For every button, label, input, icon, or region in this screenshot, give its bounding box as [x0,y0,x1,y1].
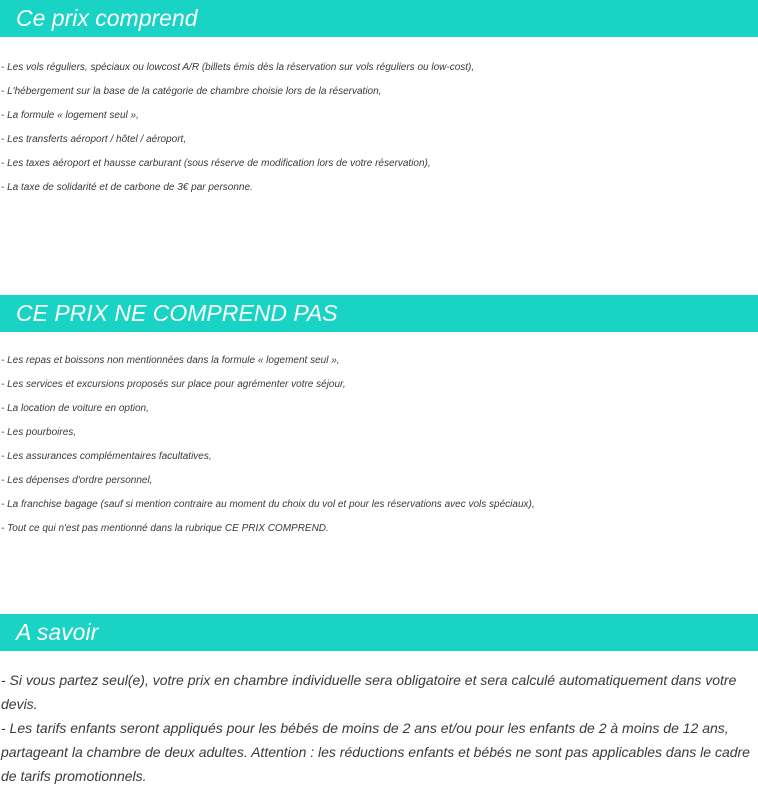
info-paragraph: - Les tarifs enfants seront appliqués pour les bébés de moins de 2 ans et/ou pour les enfants de 2 à moins de 12 ans, partageant la chambre de deux adultes. Attention : les réductions enfants et bébés ne sont pas applicables dans le cadre de tarifs promotionnels. [1,720,750,784]
list-item: - Les assurances complémentaires facultatives, [1,451,212,462]
list-item: - L'hébergement sur la base de la catégorie de chambre choisie lors de la réservation, [1,86,382,97]
price-includes-heading: Ce prix comprend [0,0,758,37]
list-item: - Tout ce qui n'est pas mentionné dans la rubrique CE PRIX COMPREND. [1,523,329,534]
price-excludes-list [0,349,758,541]
good-to-know-heading: A savoir [0,614,758,651]
list-item: - La location de voiture en option, [1,403,149,414]
list-item: - Les pourboires, [1,427,77,438]
list-item: - Les dépenses d'ordre personnel, [1,475,153,486]
good-to-know-text [0,668,758,788]
list-item: - Les repas et boissons non mentionnées dans la formule « logement seul », [1,355,340,366]
list-item: - La formule « logement seul », [1,110,139,121]
list-item: - La franchise bagage (sauf si mention contraire au moment du choix du vol et pour les réservations avec vols spéciaux), [1,499,535,510]
info-paragraph: - Si vous partez seul(e), votre prix en chambre individuelle sera obligatoire et sera calculé automatiquement dans votre devis. [1,672,737,712]
price-includes-section [0,0,758,200]
list-item: - Les taxes aéroport et hausse carburant (sous réserve de modification lors de votre réservation), [1,158,431,169]
price-excludes-section [0,295,758,541]
good-to-know-section [0,614,758,788]
list-item: - Les services et excursions proposés sur place pour agrémenter votre séjour, [1,379,346,390]
list-item: - Les vols réguliers, spéciaux ou lowcost A/R (billets émis dès la réservation sur vols réguliers ou low-cost), [1,62,475,73]
list-item: - La taxe de solidarité et de carbone de 3€ par personne. [1,182,253,193]
price-includes-list [0,56,758,200]
list-item: - Les transferts aéroport / hôtel / aéroport, [1,134,187,145]
price-excludes-heading: CE PRIX NE COMPREND PAS [0,295,758,332]
